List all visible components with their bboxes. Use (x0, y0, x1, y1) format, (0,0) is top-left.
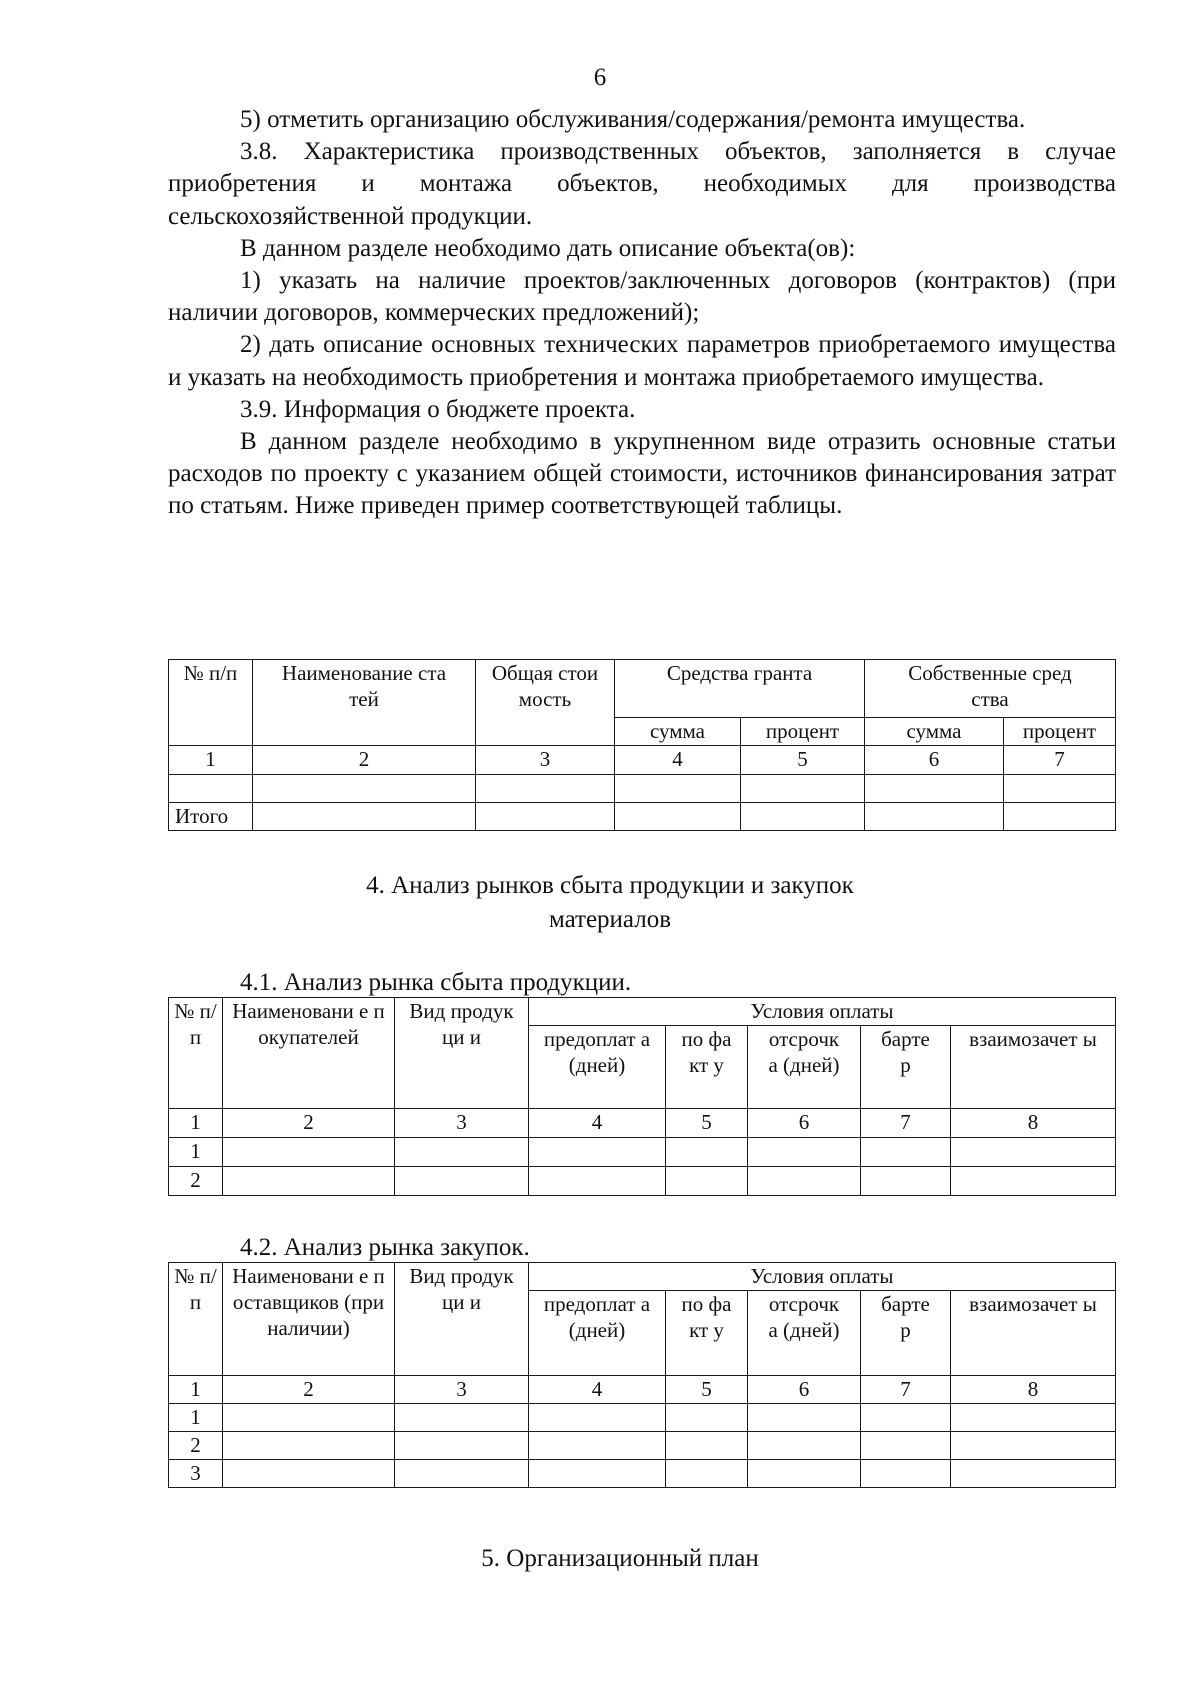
purchase-col-number: 3 (395, 1376, 529, 1404)
table-cell (748, 1138, 861, 1167)
budget-header-name: Наименование статей (253, 660, 476, 746)
purchase-col-number: 1 (169, 1376, 223, 1404)
table-cell (615, 803, 741, 831)
budget-number-row (169, 746, 1116, 775)
table-cell (861, 1404, 951, 1432)
table-cell (395, 1404, 529, 1432)
purchase-market-table (168, 1262, 1116, 1488)
table-cell (951, 1432, 1116, 1460)
table-cell (529, 1138, 666, 1167)
table-cell (476, 775, 615, 803)
sales-row-number: 2 (169, 1167, 223, 1196)
purchase-header-row (169, 1263, 1116, 1291)
table-cell (223, 1460, 395, 1488)
purchase-header-num: № п/ п (169, 1263, 223, 1376)
sales-header-product: Вид продукци и (395, 998, 529, 1109)
table-cell (529, 1460, 666, 1488)
sales-row-number: 1 (169, 1138, 223, 1167)
paragraph-item-1: 1) указать на наличие проектов/заключенных договоров (контрактов) (при наличии договоров, коммерческих предложений); (168, 267, 1116, 327)
budget-col-number: 3 (476, 746, 615, 775)
table-cell (615, 775, 741, 803)
page-number: 6 (593, 64, 607, 91)
purchase-col-number: 7 (861, 1376, 951, 1404)
budget-header-own-percent: процент (1004, 718, 1116, 746)
table-cell (395, 1167, 529, 1196)
table-cell (169, 775, 253, 803)
body-text (168, 104, 1116, 523)
sales-row (169, 1167, 1116, 1196)
table-cell (951, 1404, 1116, 1432)
purchase-header-product: Вид продукци и (395, 1263, 529, 1376)
table-cell (253, 803, 476, 831)
table-cell (951, 1167, 1116, 1196)
purchase-header-name: Наименовани е поставщиков (при наличии) (223, 1263, 395, 1376)
sales-col-number: 4 (529, 1109, 666, 1138)
budget-header-grant-sum: сумма (615, 718, 741, 746)
table-cell (865, 803, 1004, 831)
table-cell (395, 1138, 529, 1167)
table-cell (741, 803, 865, 831)
purchase-header-payment-terms: Условия оплаты (529, 1263, 1116, 1291)
paragraph-item-5: 5) отметить организацию обслуживания/содержания/ремонта имущества. (240, 106, 1026, 133)
budget-total-label: Итого (169, 803, 253, 831)
sales-market-subtitle: 4.1. Анализ рынка сбыта продукции. (240, 969, 632, 996)
sales-col-number: 3 (395, 1109, 529, 1138)
section-4-heading (0, 869, 1200, 937)
purchase-col-number: 2 (223, 1376, 395, 1404)
budget-header-own: Собственные средства (865, 660, 1116, 718)
sales-header-prepay: предоплат а (дней) (529, 1026, 666, 1109)
purchase-col-number: 6 (748, 1376, 861, 1404)
sales-col-number: 8 (951, 1109, 1116, 1138)
purchase-row (169, 1460, 1116, 1488)
purchase-row-number: 3 (169, 1460, 223, 1488)
sales-col-number: 7 (861, 1109, 951, 1138)
purchase-col-number: 8 (951, 1376, 1116, 1404)
purchase-market-subtitle: 4.2. Анализ рынка закупок. (240, 1234, 530, 1261)
sales-row (169, 1138, 1116, 1167)
table-cell (1004, 803, 1116, 831)
table-cell (951, 1138, 1116, 1167)
budget-col-number: 6 (865, 746, 1004, 775)
section-4-title-line2: материалов (548, 906, 672, 933)
table-cell (476, 803, 615, 831)
sales-header-name: Наименовани е покупателей (223, 998, 395, 1109)
purchase-row-number: 2 (169, 1432, 223, 1460)
section-4-title-line1: 4. Анализ рынков сбыта продукции и закупок (366, 872, 854, 899)
section-5-heading: 5. Организационный план (481, 1545, 759, 1572)
budget-header-total: Общая стоимость (476, 660, 615, 746)
budget-header-grant-percent: процент (741, 718, 865, 746)
table-cell (666, 1460, 748, 1488)
table-cell (861, 1460, 951, 1488)
budget-header-grant: Средства гранта (615, 660, 865, 718)
purchase-col-number: 5 (666, 1376, 748, 1404)
table-cell (951, 1460, 1116, 1488)
table-cell (748, 1167, 861, 1196)
table-cell (748, 1404, 861, 1432)
table-cell (865, 775, 1004, 803)
budget-col-number: 2 (253, 746, 476, 775)
sales-header-row (169, 998, 1116, 1026)
budget-header-row (169, 660, 1116, 718)
budget-col-number: 4 (615, 746, 741, 775)
table-cell (529, 1404, 666, 1432)
purchase-number-row (169, 1376, 1116, 1404)
purchase-row-number: 1 (169, 1404, 223, 1432)
table-cell (748, 1432, 861, 1460)
purchase-row (169, 1432, 1116, 1460)
sales-header-num: № п/ п (169, 998, 223, 1109)
sales-header-deferral: отсрочк а (дней) (748, 1026, 861, 1109)
table-cell (861, 1138, 951, 1167)
budget-col-number: 7 (1004, 746, 1116, 775)
sales-header-onfact: по факт у (666, 1026, 748, 1109)
purchase-header-onfact: по факт у (666, 1291, 748, 1376)
table-cell (666, 1404, 748, 1432)
paragraph-3-9: 3.9. Информация о бюджете проекта. (240, 395, 636, 423)
purchase-header-prepay: предоплат а (дней) (529, 1291, 666, 1376)
table-cell (223, 1138, 395, 1167)
table-cell (223, 1432, 395, 1460)
table-cell (666, 1167, 748, 1196)
budget-col-number: 1 (169, 746, 253, 775)
sales-col-number: 5 (666, 1109, 748, 1138)
table-cell (223, 1167, 395, 1196)
budget-empty-row (169, 775, 1116, 803)
sales-col-number: 6 (748, 1109, 861, 1138)
table-cell (1004, 775, 1116, 803)
paragraph-section-intro: В данном разделе необходимо дать описание объекта(ов): (240, 234, 856, 262)
purchase-header-deferral: отсрочк а (дней) (748, 1291, 861, 1376)
table-cell (861, 1432, 951, 1460)
sales-header-offset: взаимозачет ы (951, 1026, 1116, 1109)
paragraph-budget-intro: В данном разделе необходимо в укрупненном виде отразить основные статьи расходов по проекту с указанием общей стоимости, источников финансирования затрат по статьям. Ниже приведен пример соответствующей таблицы. (168, 428, 1116, 520)
sales-col-number: 2 (223, 1109, 395, 1138)
sales-header-payment-terms: Условия оплаты (529, 998, 1116, 1026)
table-cell (861, 1167, 951, 1196)
sales-number-row (169, 1109, 1116, 1138)
purchase-row (169, 1404, 1116, 1432)
budget-total-row (169, 803, 1116, 831)
budget-header-own-sum: сумма (865, 718, 1004, 746)
purchase-header-offset: взаимозачет ы (951, 1291, 1116, 1376)
budget-table (168, 659, 1116, 831)
budget-header-num: № п/п (169, 660, 253, 746)
table-cell (529, 1432, 666, 1460)
sales-col-number: 1 (169, 1109, 223, 1138)
table-cell (529, 1167, 666, 1196)
table-cell (395, 1460, 529, 1488)
paragraph-item-2: 2) дать описание основных технических параметров приобретаемого имущества и указать на необходимость приобретения и монтажа приобретаемого имущества. (168, 331, 1116, 391)
purchase-header-barter: барте р (861, 1291, 951, 1376)
purchase-col-number: 4 (529, 1376, 666, 1404)
table-cell (395, 1432, 529, 1460)
table-cell (748, 1460, 861, 1488)
sales-header-barter: барте р (861, 1026, 951, 1109)
table-cell (666, 1138, 748, 1167)
table-cell (666, 1432, 748, 1460)
table-cell (253, 775, 476, 803)
table-cell (741, 775, 865, 803)
paragraph-3-8: 3.8. Характеристика производственных объектов, заполняется в случае приобретения и монтажа объектов, необходимых для производства сельскохозяйственной продукции. (168, 138, 1116, 230)
table-cell (223, 1404, 395, 1432)
sales-market-table (168, 997, 1116, 1196)
budget-col-number: 5 (741, 746, 865, 775)
